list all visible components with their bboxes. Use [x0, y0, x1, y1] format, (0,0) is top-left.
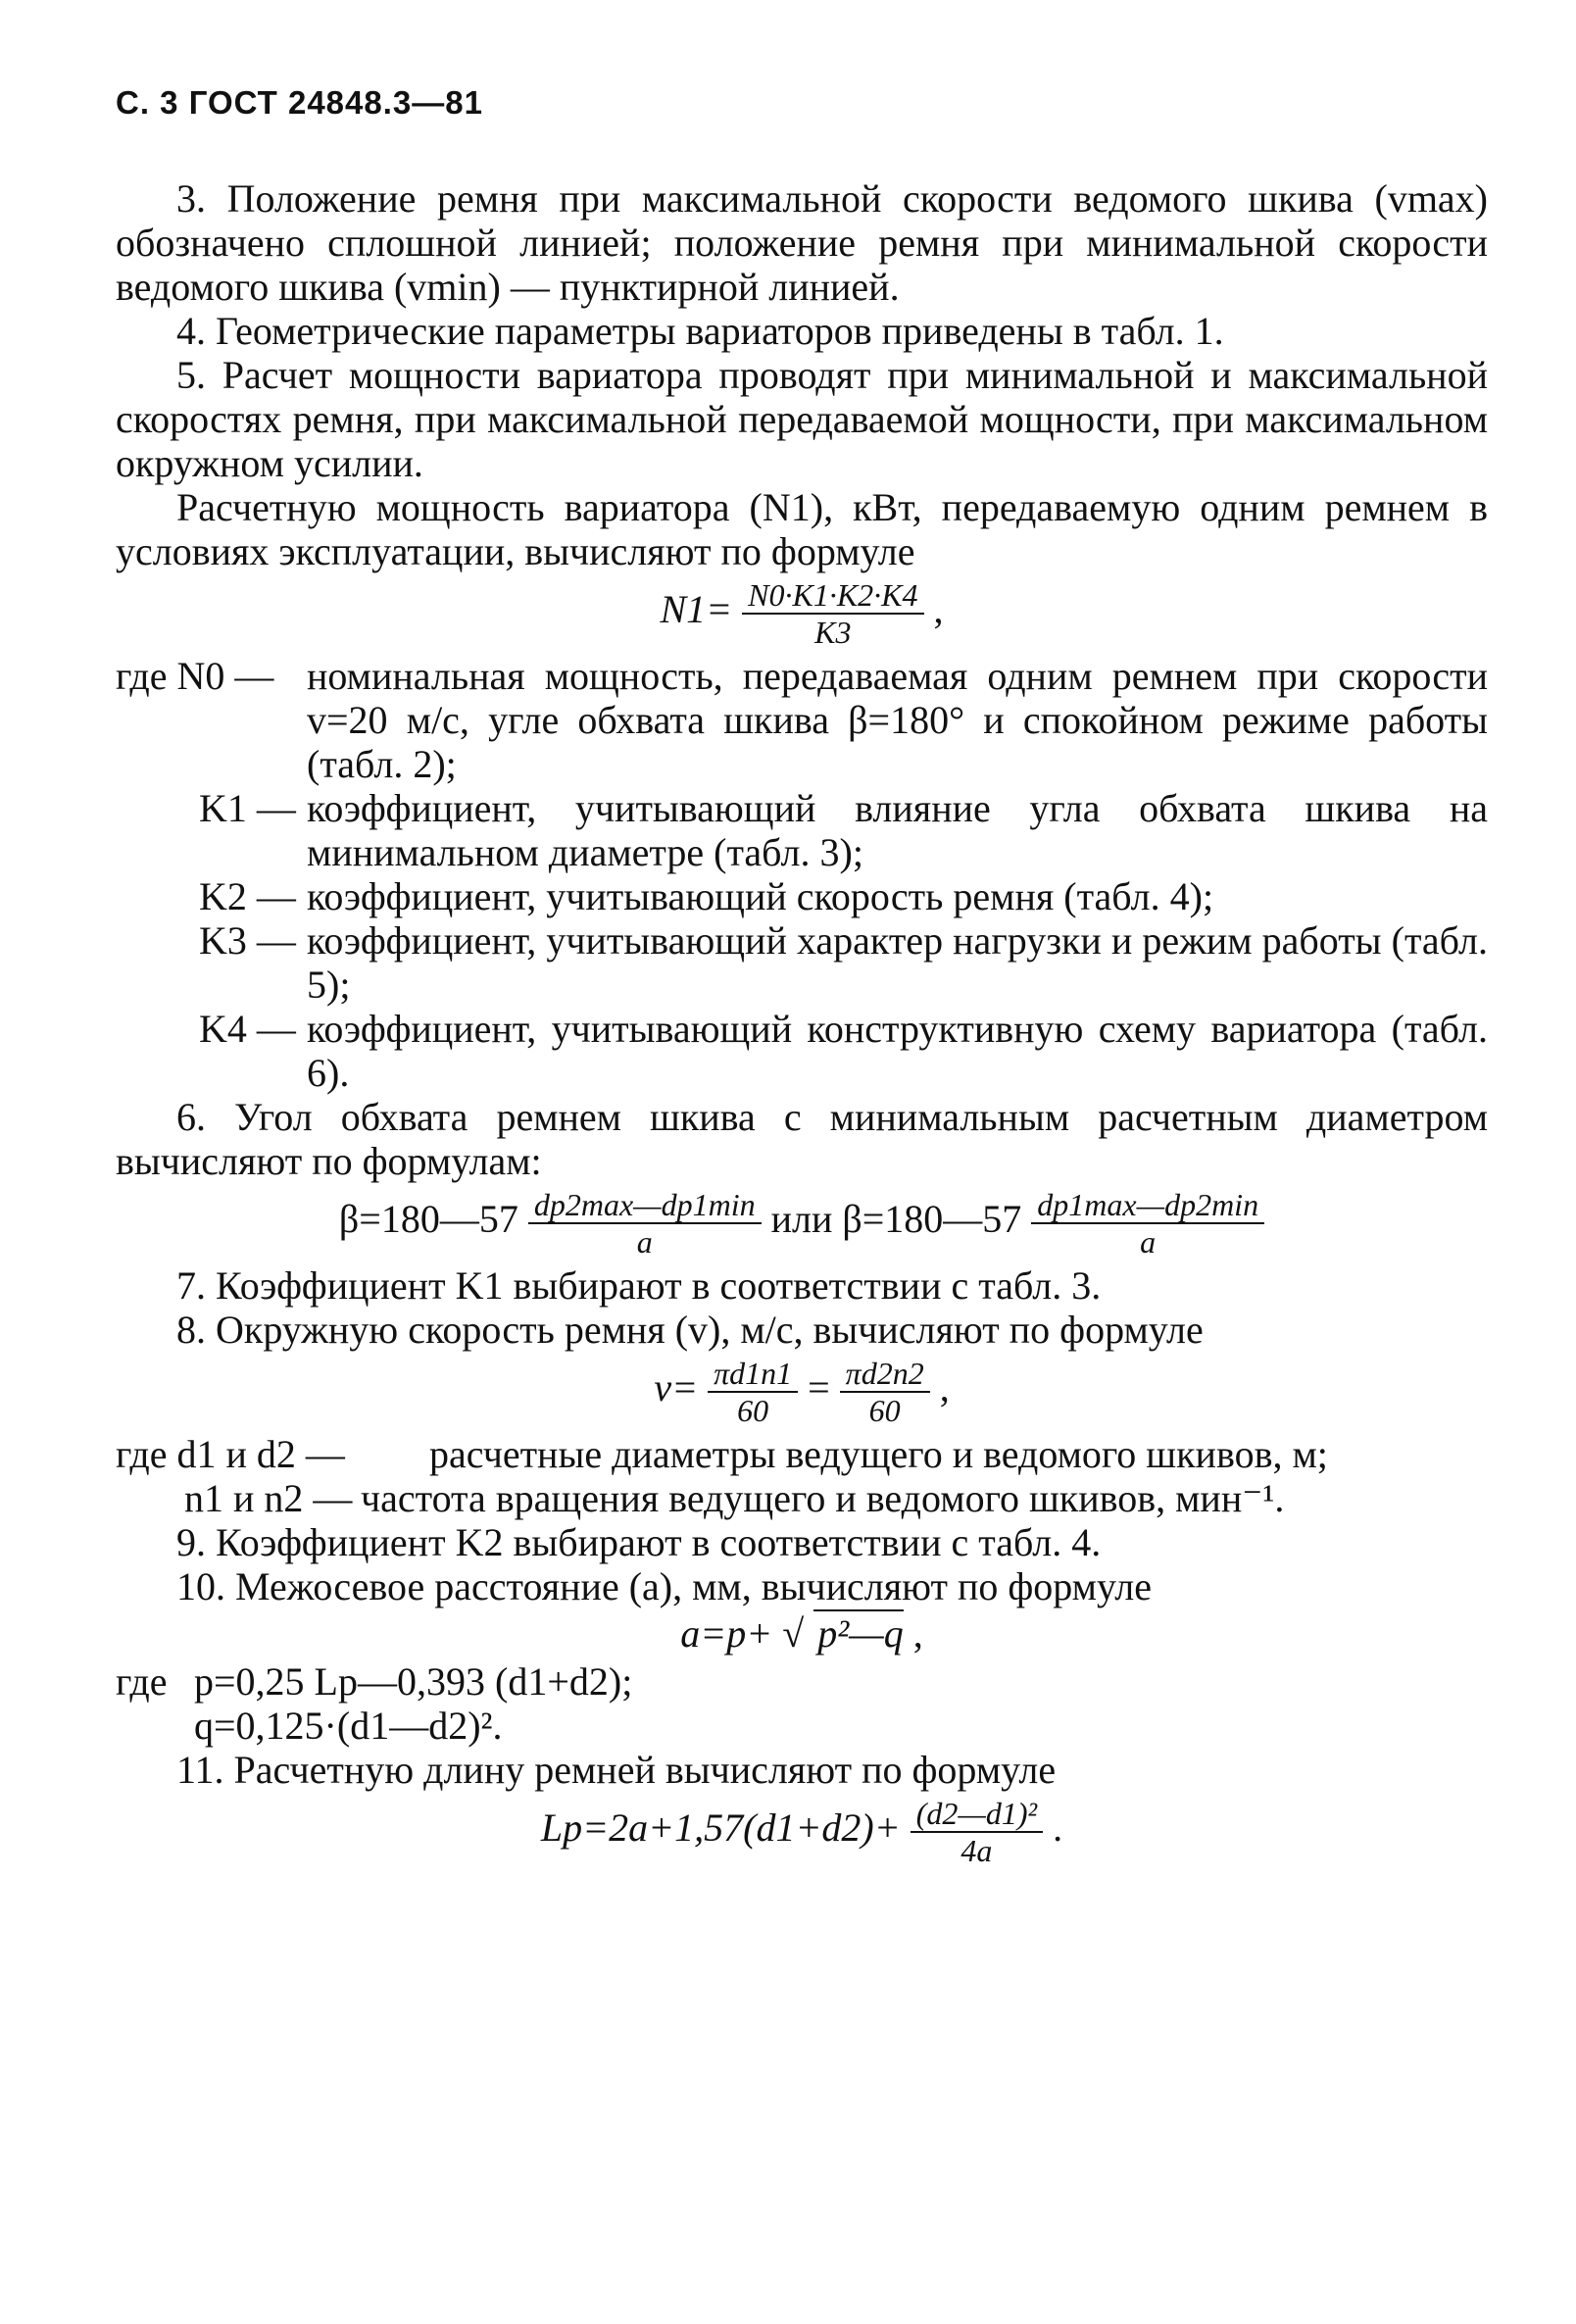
definitions-block-1 [116, 654, 1488, 1095]
formula-n1-tail: , [933, 587, 944, 632]
definition-symbol: K4 — [199, 1007, 296, 1051]
definition-item [116, 1007, 1488, 1095]
formula-lp [116, 1798, 1488, 1866]
definitions-block-2 [116, 1432, 1488, 1520]
formula-a-tail: , [912, 1611, 923, 1656]
definition-symbol: n1 и n2 — [184, 1476, 353, 1520]
formula-lp-denominator: 4a [960, 1833, 993, 1868]
definition-item [116, 1476, 1488, 1520]
paragraph-10: 10. Межосевое расстояние (a), мм, вычисляют по формуле [176, 1564, 1152, 1608]
paragraph-6: 6. Угол обхвата ремнем шкива с минимальным расчетным диаметром вычисляют по формулам: [116, 1095, 1488, 1183]
paragraph-5: 5. Расчет мощности вариатора проводят при минимальной и максимальной скоростях ремня, при максимальной передаваемой мощности, при максимальном окружном усилии. [116, 353, 1488, 485]
definition-item [116, 918, 1488, 1007]
definition-symbol: K2 — [199, 874, 296, 918]
page-header: С. 3 ГОСТ 24848.3—81 [116, 84, 483, 121]
paragraph-4: 4. Геометрические параметры вариаторов приведены в табл. 1. [176, 309, 1224, 353]
formula-beta-middle: или β=180—57 [770, 1197, 1022, 1242]
paragraph-3: 3. Положение ремня при максимальной скорости ведомого шкива (vmax) обозначено сплошной линией; положение ремня при минимальной скорости ведомого шкива (vmin) — пунктирной линией. [116, 176, 1488, 309]
formula-lp-fraction [911, 1798, 1043, 1866]
definitions-block-3 [116, 1659, 1488, 1748]
definition-item [116, 1704, 1488, 1748]
definition-symbol: где [116, 1659, 168, 1704]
definition-symbol: где d1 и d2 — [116, 1432, 345, 1476]
paragraph-power: Расчетную мощность вариатора (N1), кВт, передаваемую одним ремнем в условиях эксплуатации, вычисляют по формуле [116, 485, 1488, 573]
definition-text: p=0,25 Lp—0,393 (d1+d2); [194, 1659, 633, 1704]
formula-beta-numerator-1: dp2max—dp1min [528, 1189, 762, 1224]
formula-beta-lhs: β=180—57 [338, 1197, 518, 1242]
formula-v-denominator-1: 60 [737, 1393, 769, 1428]
definition-item [116, 874, 1488, 918]
paragraph-7: 7. Коэффициент K1 выбирают в соответствии с табл. 3. [176, 1263, 1102, 1308]
formula-a-radicand: p²—q [813, 1609, 904, 1656]
formula-n1-lhs: N1= [660, 587, 733, 632]
paragraph-11: 11. Расчетную длину ремней вычисляют по формуле [176, 1748, 1057, 1792]
document-body [116, 176, 1488, 1872]
formula-n1-fraction [742, 579, 923, 648]
formula-a-lhs: a=p+ [680, 1611, 773, 1656]
definition-item [116, 1432, 1488, 1476]
formula-beta-denominator-2: a [1140, 1224, 1157, 1260]
formula-beta-denominator-1: a [636, 1224, 653, 1260]
formula-n1-denominator: K3 [814, 615, 852, 650]
formula-v [116, 1358, 1488, 1426]
definition-text: q=0,125·(d1—d2)². [194, 1704, 503, 1748]
formula-beta-numerator-2: dp1max—dp2min [1031, 1189, 1264, 1224]
formula-v-numerator-1: πd1n1 [708, 1358, 798, 1393]
definition-symbol: где N0 — [116, 654, 274, 698]
formula-lp-numerator: (d2—d1)² [911, 1798, 1043, 1833]
formula-v-equals: = [808, 1365, 830, 1410]
formula-n1-numerator: N0·K1·K2·K4 [742, 579, 923, 615]
definition-symbol: K1 — [199, 786, 296, 830]
definition-text: номинальная мощность, передаваемая одним ремнем при скорости v=20 м/с, угле обхвата шкива β=180° и спокойном режиме работы (табл. 2); [307, 654, 1488, 786]
formula-v-tail: , [939, 1365, 950, 1410]
definition-item [116, 786, 1488, 874]
formula-v-lhs: v= [654, 1365, 699, 1410]
paragraph-9: 9. Коэффициент K2 выбирают в соответствии с табл. 4. [176, 1520, 1102, 1564]
definition-text: коэффициент, учитывающий влияние угла обхвата шкива на минимальном диаметре (табл. 3); [307, 786, 1488, 874]
formula-a [116, 1611, 1488, 1656]
formula-beta [116, 1189, 1488, 1258]
definition-item [116, 1659, 1488, 1704]
formula-v-fraction-1 [708, 1358, 798, 1426]
formula-v-denominator-2: 60 [868, 1393, 901, 1428]
definition-text: коэффициент, учитывающий скорость ремня (табл. 4); [307, 874, 1214, 918]
definition-text: коэффициент, учитывающий характер нагрузки и режим работы (табл. 5); [307, 918, 1488, 1007]
definition-text: коэффициент, учитывающий конструктивную схему вариатора (табл. 6). [307, 1007, 1488, 1095]
formula-v-fraction-2 [840, 1358, 930, 1426]
formula-lp-lhs: Lp=2a+1,57(d1+d2)+ [540, 1805, 901, 1851]
formula-a-root-sign: √ [782, 1611, 805, 1656]
formula-v-numerator-2: πd2n2 [840, 1358, 930, 1393]
definition-text: расчетные диаметры ведущего и ведомого шкивов, м; [429, 1432, 1328, 1476]
definition-item [116, 654, 1488, 786]
definition-symbol: K3 — [199, 918, 296, 963]
formula-beta-fraction-1 [528, 1189, 762, 1258]
paragraph-8: 8. Окружную скорость ремня (v), м/с, вычисляют по формуле [176, 1308, 1204, 1352]
formula-beta-fraction-2 [1031, 1189, 1264, 1258]
formula-n1 [116, 579, 1488, 648]
formula-lp-tail: . [1053, 1805, 1063, 1851]
definition-text: частота вращения ведущего и ведомого шкивов, мин⁻¹. [361, 1476, 1285, 1520]
